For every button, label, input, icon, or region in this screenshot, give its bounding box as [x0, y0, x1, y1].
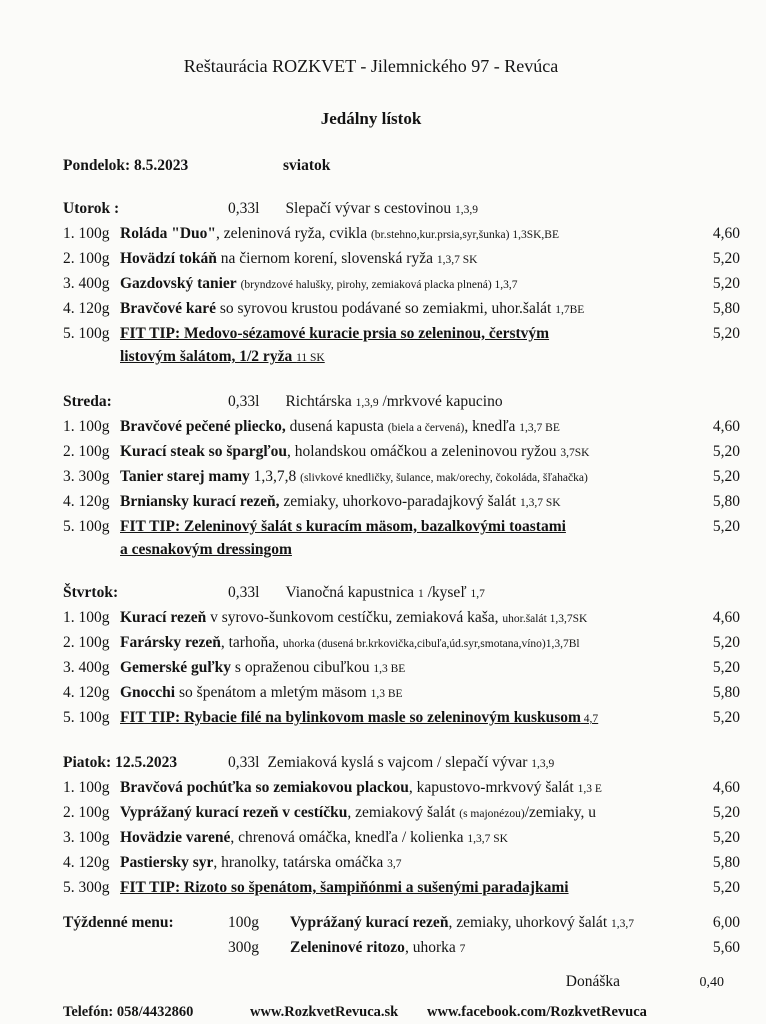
- text-segment: v syrovo-šunkovom cestíčku, zemiaková kaša,: [206, 609, 503, 626]
- item-price: 5,60: [712, 939, 740, 956]
- soup-volume: 0,33l: [228, 584, 260, 601]
- weekly-menu-section: [63, 911, 740, 961]
- menu-item-row: [63, 706, 740, 731]
- item-number-weight: 5. 100g: [63, 709, 110, 726]
- text-segment: na čiernom korení, slovenská ryža: [216, 250, 437, 267]
- text-segment: 1,3 E: [577, 783, 602, 795]
- text-segment: zemiaky, uhorkovo-paradajkový šalát: [279, 493, 520, 510]
- text-segment: 4,7: [580, 713, 599, 725]
- text-segment: /kyseľ: [423, 584, 471, 601]
- item-description: [120, 490, 690, 515]
- text-segment: 1,3,7,8: [249, 468, 301, 485]
- item-description: [120, 631, 690, 656]
- text-segment: Bravčová pochúťka so zemiakovou plackou: [120, 779, 409, 796]
- item-number-weight: 2. 100g: [63, 250, 110, 267]
- text-segment: a cesnakovým dressingom: [120, 541, 292, 558]
- text-segment: listovým šalátom, 1/2 ryža: [120, 348, 297, 365]
- text-segment: so špenátom a mletým mäsom: [175, 684, 371, 701]
- day-label: Piatok: 12.5.2023: [63, 754, 178, 771]
- item-description: [120, 465, 690, 490]
- item-price: 5,20: [712, 275, 740, 292]
- text-segment: Tanier starej mamy: [120, 468, 250, 485]
- item-description: [120, 776, 690, 801]
- menu-item-row: [63, 801, 740, 826]
- item-description: [120, 656, 690, 681]
- text-segment: 11 SK: [296, 352, 325, 364]
- item-description: [120, 247, 690, 272]
- item-number-weight: 2. 100g: [63, 443, 110, 460]
- text-segment: Bravčové pečené pliecko,: [120, 418, 286, 435]
- soup-name: [285, 390, 502, 415]
- item-price: 5,20: [712, 659, 740, 676]
- phone-number: Telefón: 058/4432860: [63, 1004, 194, 1020]
- text-segment: (bryndzové halušky, pirohy, zemiaková placka plnená) 1,3,7: [240, 279, 518, 291]
- item-description: [120, 322, 690, 345]
- text-segment: , uhorka: [404, 939, 460, 956]
- item-price: 5,20: [712, 879, 740, 896]
- menu-item-row: [63, 515, 740, 538]
- item-description: [120, 801, 690, 826]
- item-price: 5,20: [712, 468, 740, 485]
- text-segment: 1,3,9: [531, 758, 555, 770]
- menu-item-continuation: [120, 345, 740, 370]
- text-segment: Vyprážaný kurací rezeň: [290, 914, 449, 931]
- item-description: [120, 706, 690, 731]
- text-segment: , zeleninová ryža, cvikla: [216, 225, 371, 242]
- document-footer: [63, 1001, 740, 1023]
- item-description: [120, 681, 690, 706]
- text-segment: Vyprážaný kurací rezeň v cestíčku: [120, 804, 348, 821]
- item-weight: 300g: [228, 939, 259, 956]
- text-segment: /zemiaky, u: [524, 804, 597, 821]
- day-section-stvrtok: [63, 581, 740, 731]
- text-segment: (biela a červená): [387, 422, 465, 434]
- text-segment: (br.stehno,kur.prsia,syr,šunka) 1,3SK,BE: [370, 229, 559, 241]
- day-section-piatok: [63, 751, 740, 899]
- item-price: 5,20: [712, 804, 740, 821]
- text-segment: 1,3,7: [611, 918, 634, 930]
- text-segment: Bravčové karé: [120, 300, 216, 317]
- item-price: 5,20: [712, 443, 740, 460]
- menu-item-row: [63, 222, 740, 247]
- text-segment: 1,3,7 SK: [467, 833, 508, 845]
- text-segment: 1,3 BE: [373, 663, 406, 675]
- item-price: 5,20: [712, 518, 740, 535]
- text-segment: s opraženou cibuľkou: [231, 659, 374, 676]
- menu-items: [63, 776, 740, 899]
- weekly-label: Týždenné menu:: [63, 914, 174, 931]
- item-number-weight: 5. 100g: [63, 325, 110, 342]
- menu-item-row: [63, 606, 740, 631]
- text-segment: Kurací steak so špargľou: [120, 443, 288, 460]
- item-price: 5,20: [712, 829, 740, 846]
- text-segment: Slepačí vývar s cestovinou: [285, 200, 456, 217]
- item-description: [120, 272, 690, 297]
- text-segment: 7: [459, 943, 466, 955]
- item-number-weight: 2. 100g: [63, 634, 110, 651]
- item-number-weight: 2. 100g: [63, 804, 110, 821]
- item-number-weight: 1. 100g: [63, 779, 110, 796]
- soup-name: [285, 581, 484, 606]
- text-segment: 1: [417, 588, 424, 600]
- item-number-weight: 3. 400g: [63, 275, 110, 292]
- day-label: Streda:: [63, 393, 112, 410]
- text-segment: Gemerské guľky: [120, 659, 232, 676]
- text-segment: Vianočná kapustnica: [285, 584, 418, 601]
- document-header: [63, 54, 679, 130]
- menu-item-row: [63, 247, 740, 272]
- day-label: Utorok :: [63, 200, 120, 217]
- text-segment: 1,7: [470, 588, 485, 600]
- text-segment: , tarhoňa,: [220, 634, 283, 651]
- menu-item-row: [63, 272, 740, 297]
- item-description: [120, 538, 740, 561]
- text-segment: 1,3,9: [355, 397, 379, 409]
- text-segment: , kapustovo-mrkvový šalát: [408, 779, 578, 796]
- item-description: [120, 222, 690, 247]
- day-header: [63, 751, 740, 776]
- item-description: [278, 911, 690, 936]
- item-number-weight: 3. 100g: [63, 829, 110, 846]
- text-segment: Zemiaková kyslá s vajcom / slepačí vývar: [267, 754, 532, 771]
- menu-item-row: [63, 440, 740, 465]
- menu-subtitle: Jedálny lístok: [320, 109, 422, 128]
- menu-item-row: [63, 322, 740, 345]
- item-description: [120, 515, 690, 538]
- item-number-weight: 3. 300g: [63, 468, 110, 485]
- text-segment: Roláda "Duo": [120, 225, 217, 242]
- delivery-price: 0,40: [699, 975, 724, 990]
- menu-items: [63, 222, 740, 370]
- text-segment: 3,7SK: [560, 447, 590, 459]
- monday-row: [63, 154, 740, 177]
- menu-items: [63, 606, 740, 731]
- item-number-weight: 3. 400g: [63, 659, 110, 676]
- text-segment: Brniansky kurací rezeň,: [120, 493, 280, 510]
- website-url: www.RozkvetRevuca.sk: [250, 1004, 399, 1020]
- item-number-weight: 4. 120g: [63, 854, 110, 871]
- item-price: 5,80: [712, 300, 740, 317]
- menu-item-row: [63, 656, 740, 681]
- item-number-weight: 5. 300g: [63, 879, 110, 896]
- menu-item-continuation: [120, 538, 740, 561]
- delivery-label: Donáška: [565, 973, 620, 990]
- text-segment: dusená kapusta: [285, 418, 388, 435]
- text-segment: Farársky rezeň: [120, 634, 221, 651]
- text-segment: /mrkvové kapucino: [378, 393, 503, 410]
- item-description: [120, 826, 690, 851]
- text-segment: 1,3 BE: [370, 688, 403, 700]
- day-header: [63, 197, 740, 222]
- item-number-weight: 1. 100g: [63, 418, 110, 435]
- text-segment: Zeleninové ritozo: [290, 939, 405, 956]
- item-number-weight: 1. 100g: [63, 609, 110, 626]
- item-number-weight: 4. 120g: [63, 684, 110, 701]
- item-description: [120, 440, 690, 465]
- item-price: 5,20: [712, 325, 740, 342]
- text-segment: uhor.šalát 1,3,7SK: [502, 613, 588, 625]
- item-description: [120, 345, 740, 370]
- text-segment: (s majonézou): [459, 808, 525, 820]
- text-segment: , zemiaky, uhorkový šalát: [448, 914, 611, 931]
- weekly-row: [63, 911, 740, 936]
- item-description: [120, 297, 690, 322]
- text-segment: , holandskou omáčkou a zeleninovou ryžou: [287, 443, 561, 460]
- item-price: 4,60: [712, 609, 740, 626]
- text-segment: Hovädzie varené: [120, 829, 231, 846]
- menu-item-row: [63, 851, 740, 876]
- text-segment: Gnocchi: [120, 684, 176, 701]
- item-price: 4,60: [712, 779, 740, 796]
- text-segment: 1,3,7 SK: [519, 497, 561, 509]
- item-price: 5,20: [712, 634, 740, 651]
- item-description: [120, 851, 690, 876]
- item-description: [120, 606, 690, 631]
- day-section-utorok: [63, 197, 740, 370]
- text-segment: FIT TIP: Rizoto so špenátom, šampiňónmi a sušenými paradajkami: [120, 879, 569, 896]
- menu-item-row: [63, 681, 740, 706]
- text-segment: (slivkové knedličky, šulance, mak/orechy, čokoláda, šľahačka): [300, 472, 588, 484]
- text-segment: 1,7BE: [555, 304, 585, 316]
- restaurant-title: Reštaurácia ROZKVET - Jilemnického 97 - Revúca: [183, 56, 559, 76]
- menu-item-row: [63, 631, 740, 656]
- menu-item-row: [63, 826, 740, 851]
- menu-item-row: [63, 876, 740, 899]
- item-price: 4,60: [712, 225, 740, 242]
- text-segment: , zemiakový šalát: [347, 804, 460, 821]
- item-price: 4,60: [712, 418, 740, 435]
- item-number-weight: 1. 100g: [63, 225, 110, 242]
- text-segment: Pastiersky syr: [120, 854, 214, 871]
- item-price: 5,20: [712, 709, 740, 726]
- menu-item-row: [63, 465, 740, 490]
- text-segment: FIT TIP: Medovo-sézamové kuracie prsia so zeleninou, čerstvým: [120, 325, 550, 342]
- day-header: [63, 390, 740, 415]
- text-segment: , hranolky, tatárska omáčka: [213, 854, 388, 871]
- monday-label: Pondelok: 8.5.2023: [63, 157, 189, 174]
- soup-volume: 0,33l: [228, 754, 260, 771]
- text-segment: 1,3,7 SK: [436, 254, 478, 266]
- day-header: [63, 581, 740, 606]
- item-number-weight: 4. 120g: [63, 300, 110, 317]
- soup-volume: 0,33l: [228, 393, 260, 410]
- facebook-url: www.facebook.com/RozkvetRevuca: [427, 1004, 647, 1020]
- text-segment: Hovädzí tokáň: [120, 250, 217, 267]
- text-segment: so syrovou krustou podávané so zemiakmi, uhor.šalát: [215, 300, 556, 317]
- text-segment: 1,3,9: [455, 204, 479, 216]
- monday-note: sviatok: [283, 157, 331, 174]
- item-weight: 100g: [228, 914, 259, 931]
- text-segment: , chrenová omáčka, knedľa / kolienka: [230, 829, 468, 846]
- text-segment: Kurací rezeň: [120, 609, 207, 626]
- item-price: 5,20: [712, 250, 740, 267]
- menu-item-row: [63, 297, 740, 322]
- text-segment: Gazdovský tanier: [120, 275, 237, 292]
- menu-items: [63, 415, 740, 561]
- day-label: Štvrtok:: [63, 584, 119, 601]
- text-segment: FIT TIP: Rybacie filé na bylinkovom masle so zeleninovým kuskusom: [120, 709, 581, 726]
- item-description: [278, 936, 690, 961]
- text-segment: Richtárska: [285, 393, 356, 410]
- text-segment: uhorka (dusená br.krkovička,cibuľa,úd.syr,smotana,víno)1,3,7Bl: [282, 638, 580, 650]
- item-price: 5,80: [712, 493, 740, 510]
- soup-name: [285, 197, 478, 222]
- item-description: [120, 415, 690, 440]
- text-segment: , knedľa: [464, 418, 520, 435]
- item-number-weight: 5. 100g: [63, 518, 110, 535]
- menu-item-row: [63, 490, 740, 515]
- weekly-row: [63, 936, 740, 961]
- text-segment: 3,7: [387, 858, 402, 870]
- soup-volume: 0,33l: [228, 200, 260, 217]
- menu-item-row: [63, 415, 740, 440]
- item-price: 5,80: [712, 684, 740, 701]
- text-segment: 1,3,7 BE: [519, 422, 560, 434]
- item-description: [120, 876, 690, 899]
- soup-name: [267, 751, 554, 776]
- item-number-weight: 4. 120g: [63, 493, 110, 510]
- item-price: 5,80: [712, 854, 740, 871]
- delivery-row: [63, 970, 740, 994]
- text-segment: FIT TIP: Zeleninový šalát s kuracím mäsom, bazalkovými toastami: [120, 518, 566, 535]
- item-price: 6,00: [712, 914, 740, 931]
- day-section-streda: [63, 390, 740, 561]
- menu-item-row: [63, 776, 740, 801]
